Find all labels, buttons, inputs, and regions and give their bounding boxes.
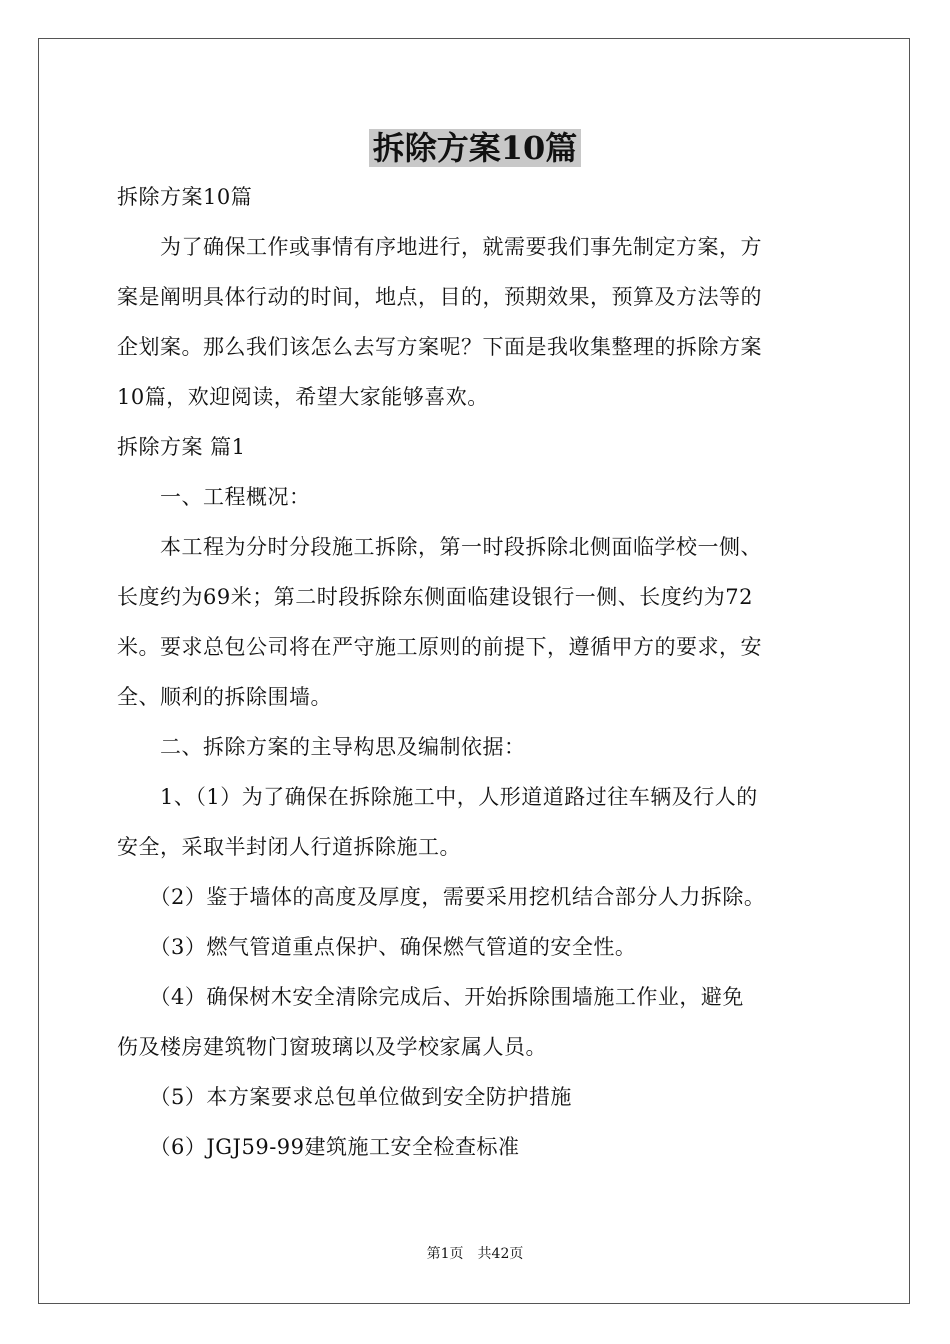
- subtitle-line: 拆除方案10篇: [117, 185, 253, 209]
- document-title: [0, 126, 950, 170]
- list-item-line: （6）JGJ59-99建筑施工安全检查标准: [117, 1135, 520, 1159]
- paragraph-line: 为了确保工作或事情有序地进行，就需要我们事先制定方案，方: [117, 235, 762, 259]
- list-item-line: 伤及楼房建筑物门窗玻璃以及学校家属人员。: [117, 1035, 547, 1059]
- list-item-line: （5）本方案要求总包单位做到安全防护措施: [117, 1085, 572, 1109]
- paragraph-line: 全、顺利的拆除围墙。: [117, 685, 332, 709]
- paragraph-line: 米。要求总包公司将在严守施工原则的前提下，遵循甲方的要求，安: [117, 635, 762, 659]
- section-subheading: 一、工程概况：: [117, 485, 311, 509]
- document-title-text: 拆除方案10篇: [369, 129, 582, 167]
- section-heading: 拆除方案 篇1: [117, 435, 246, 459]
- paragraph-line: 案是阐明具体行动的时间，地点，目的，预期效果，预算及方法等的: [117, 285, 762, 309]
- section-subheading: 二、拆除方案的主导构思及编制依据：: [117, 735, 526, 759]
- list-item-line: （3）燃气管道重点保护、确保燃气管道的安全性。: [117, 935, 637, 959]
- list-item-line: 1、（1）为了确保在拆除施工中，人形道道路过往车辆及行人的: [117, 785, 758, 809]
- list-item-line: （4）确保树木安全清除完成后、开始拆除围墙施工作业，避免: [117, 985, 744, 1009]
- paragraph-line: 本工程为分时分段施工拆除，第一时段拆除北侧面临学校一侧、: [117, 535, 762, 559]
- paragraph-line: 10篇，欢迎阅读，希望大家能够喜欢。: [117, 385, 489, 409]
- list-item-line: 安全，采取半封闭人行道拆除施工。: [117, 835, 461, 859]
- page-footer: 第1页 共42页: [426, 1246, 524, 1262]
- list-item-line: （2）鉴于墙体的高度及厚度，需要采用挖机结合部分人力拆除。: [117, 885, 766, 909]
- paragraph-line: 企划案。那么我们该怎么去写方案呢？下面是我收集整理的拆除方案: [117, 335, 762, 359]
- paragraph-line: 长度约为69米；第二时段拆除东侧面临建设银行一侧、长度约为72: [117, 585, 753, 609]
